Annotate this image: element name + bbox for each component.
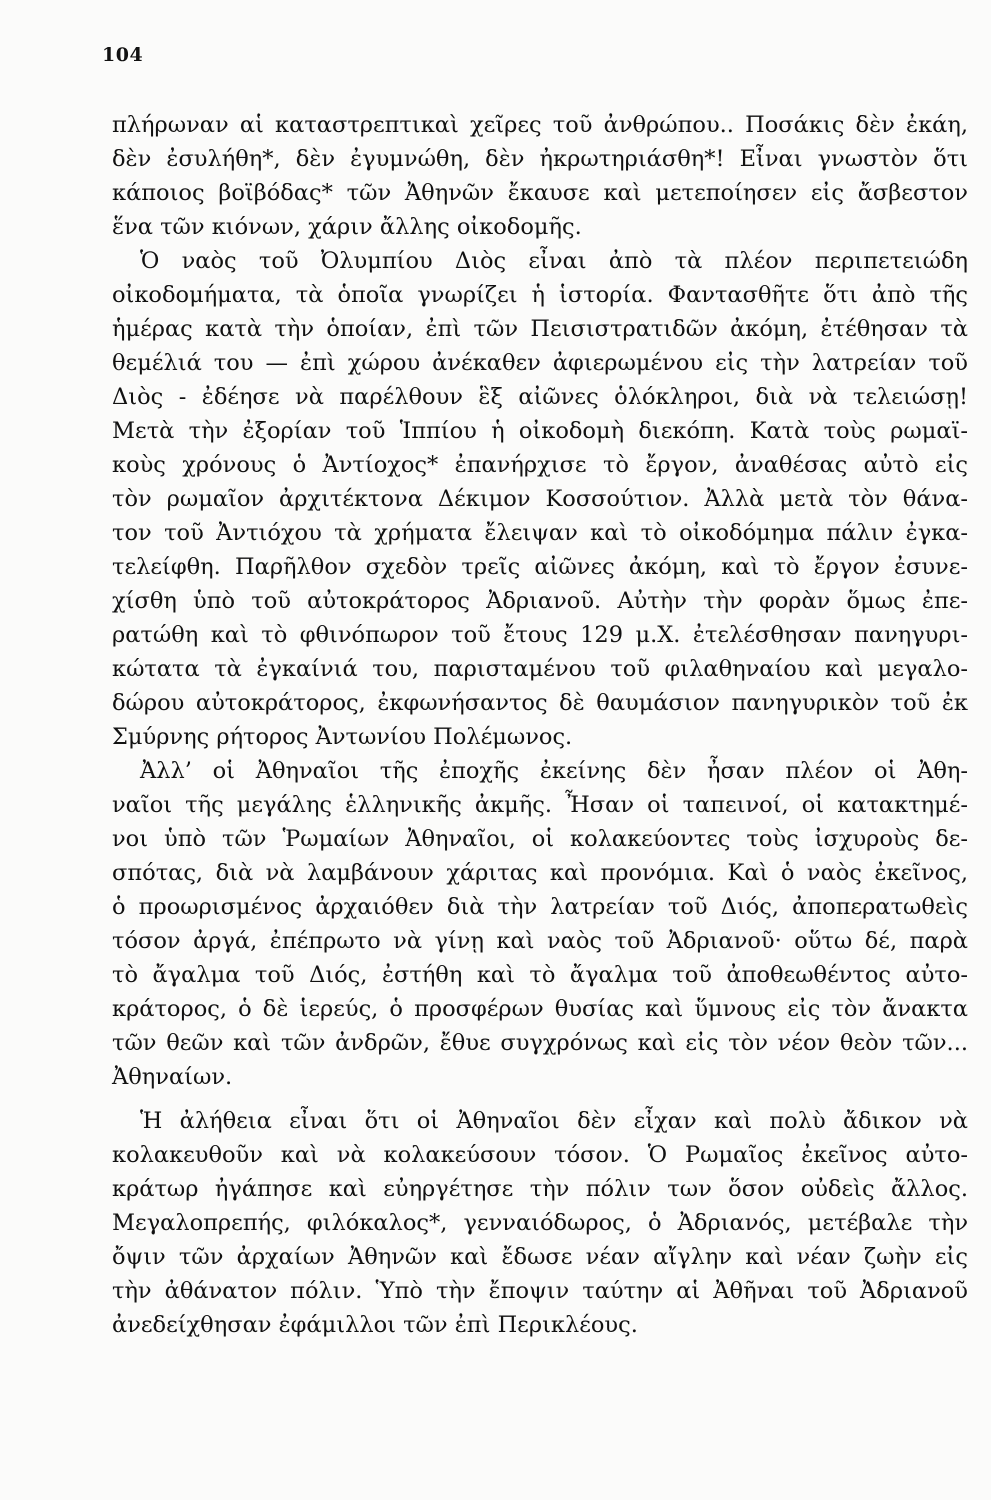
text-line: νοι ὑπὸ τῶν Ῥωμαίων Ἀθηναῖοι, οἱ κολακεύοντες τοὺς ἰσχυροὺς δε-	[112, 826, 968, 852]
body-text	[112, 108, 968, 1342]
text-line: Ἀλλ’ οἱ Ἀθηναῖοι τῆς ἐποχῆς ἐκείνης δὲν ἦσαν πλέον οἱ Ἀθη-	[140, 758, 968, 784]
text-line: κώτατα τὰ ἐγκαίνιά του, παρισταμένου τοῦ φιλαθηναίου καὶ μεγαλο-	[112, 656, 968, 682]
text-line: τῶν θεῶν καὶ τῶν ἀνδρῶν, ἔθυε συγχρόνως καὶ εἰς τὸν νέον θεὸν τῶν...	[112, 1030, 968, 1056]
paragraph-gap	[112, 1094, 968, 1104]
text-line: θεμέλιά του — ἐπὶ χώρου ἀνέκαθεν ἀφιερωμένου εἰς τὴν λατρείαν τοῦ	[112, 350, 968, 376]
paragraph-2	[112, 244, 968, 754]
paragraph-3	[112, 754, 968, 1094]
paragraph-4	[112, 1104, 968, 1342]
text-line: δώρου αὐτοκράτορος, ἐκφωνήσαντος δὲ θαυμάσιον πανηγυρικὸν τοῦ ἐκ	[112, 690, 968, 716]
text-line: σπότας, διὰ νὰ λαμβάνουν χάριτας καὶ προνόμια. Καὶ ὁ ναὸς ἐκεῖνος,	[112, 860, 968, 886]
text-line: ρατώθη καὶ τὸ φθινόπωρον τοῦ ἔτους 129 μ.Χ. ἐτελέσθησαν πανηγυρι-	[112, 622, 968, 648]
text-line: κάποιος βοϊβόδας* τῶν Ἀθηνῶν ἔκαυσε καὶ μετεποίησεν εἰς ἄσβεστον	[112, 180, 968, 206]
text-line: Μεγαλοπρεπής, φιλόκαλος*, γενναιόδωρος, ὁ Ἀδριανός, μετέβαλε τὴν	[112, 1210, 968, 1236]
text-line: Σμύρνης ρήτορος Ἀντωνίου Πολέμωνος.	[112, 724, 573, 750]
text-line: κοὺς χρόνους ὁ Ἀντίοχος* ἐπανήρχισε τὸ ἔργον, ἀναθέσας αὐτὸ εἰς	[112, 452, 968, 478]
text-line: τον τοῦ Ἀντιόχου τὰ χρήματα ἔλειψαν καὶ τὸ οἰκοδόμημα πάλιν ἐγκα-	[112, 520, 968, 546]
text-line: Ἀθηναίων.	[112, 1064, 233, 1090]
paragraph-1	[112, 108, 968, 244]
text-line: Διὸς - ἐδέησε νὰ παρέλθουν ἓξ αἰῶνες ὁλόκληροι, διὰ νὰ τελειώσῃ!	[112, 384, 968, 410]
text-line: ὄψιν τῶν ἀρχαίων Ἀθηνῶν καὶ ἔδωσε νέαν αἴγλην καὶ νέαν ζωὴν εἰς	[112, 1244, 968, 1270]
text-line: κολακευθοῦν καὶ νὰ κολακεύσουν τόσον. Ὁ Ρωμαῖος ἐκεῖνος αὐτο-	[112, 1142, 968, 1168]
text-line: τὴν ἀθάνατον πόλιν. Ὑπὸ τὴν ἔποψιν ταύτην αἱ Ἀθῆναι τοῦ Ἀδριανοῦ	[112, 1278, 968, 1304]
text-line: ναῖοι τῆς μεγάλης ἑλληνικῆς ἀκμῆς. Ἦσαν οἱ ταπεινοί, οἱ κατακτημέ-	[112, 792, 968, 818]
text-line: πλήρωναν αἱ καταστρεπτικαὶ χεῖρες τοῦ ἀνθρώπου.. Ποσάκις δὲν ἐκάη,	[112, 112, 968, 138]
text-line: τελείφθη. Παρῆλθον σχεδὸν τρεῖς αἰῶνες ἀκόμη, καὶ τὸ ἔργον ἐσυνε-	[112, 554, 968, 580]
text-line: τὸ ἄγαλμα τοῦ Διός, ἐστήθη καὶ τὸ ἄγαλμα τοῦ ἀποθεωθέντος αὐτο-	[112, 962, 968, 988]
text-line: ὁ προωρισμένος ἀρχαιόθεν διὰ τὴν λατρείαν τοῦ Διός, ἀποπερατωθεὶς	[112, 894, 968, 920]
text-line: οἰκοδομήματα, τὰ ὁποῖα γνωρίζει ἡ ἱστορία. Φαντασθῆτε ὅτι ἀπὸ τῆς	[112, 282, 968, 308]
text-line: ἡμέρας κατὰ τὴν ὁποίαν, ἐπὶ τῶν Πεισιστρατιδῶν ἀκόμη, ἐτέθησαν τὰ	[112, 316, 968, 342]
text-line: Ἡ ἀλήθεια εἶναι ὅτι οἱ Ἀθηναῖοι δὲν εἶχαν καὶ πολὺ ἄδικον νὰ	[140, 1108, 968, 1134]
text-line: κράτωρ ἠγάπησε καὶ εὐηργέτησε τὴν πόλιν των ὅσον οὐδεὶς ἄλλος.	[112, 1176, 968, 1202]
text-line: τὸν ρωμαῖον ἀρχιτέκτονα Δέκιμον Κοσσούτιον. Ἀλλὰ μετὰ τὸν θάνα-	[112, 486, 968, 512]
text-line: δὲν ἐσυλήθη*, δὲν ἐγυμνώθη, δὲν ἠκρωτηριάσθη*! Εἶναι γνωστὸν ὅτι	[112, 146, 968, 172]
text-line: ἀνεδείχθησαν ἐφάμιλλοι τῶν ἐπὶ Περικλέους.	[112, 1312, 638, 1338]
text-line: Μετὰ τὴν ἐξορίαν τοῦ Ἱππίου ἡ οἰκοδομὴ διεκόπη. Κατὰ τοὺς ρωμαϊ-	[112, 418, 968, 444]
text-line: Ὁ ναὸς τοῦ Ὀλυμπίου Διὸς εἶναι ἀπὸ τὰ πλέον περιπετειώδη	[140, 248, 968, 274]
text-line: τόσον ἀργά, ἐπέπρωτο νὰ γίνῃ καὶ ναὸς τοῦ Ἀδριανοῦ· οὕτω δέ, παρὰ	[112, 928, 968, 954]
page-number: 104	[102, 44, 144, 66]
text-line: κράτορος, ὁ δὲ ἱερεύς, ὁ προσφέρων θυσίας καὶ ὕμνους εἰς τὸν ἄνακτα	[112, 996, 968, 1022]
text-line: ἕνα τῶν κιόνων, χάριν ἄλλης οἰκοδομῆς.	[112, 214, 582, 240]
text-line: χίσθη ὑπὸ τοῦ αὐτοκράτορος Ἀδριανοῦ. Αὐτὴν τὴν φορὰν ὅμως ἐπε-	[112, 588, 968, 614]
